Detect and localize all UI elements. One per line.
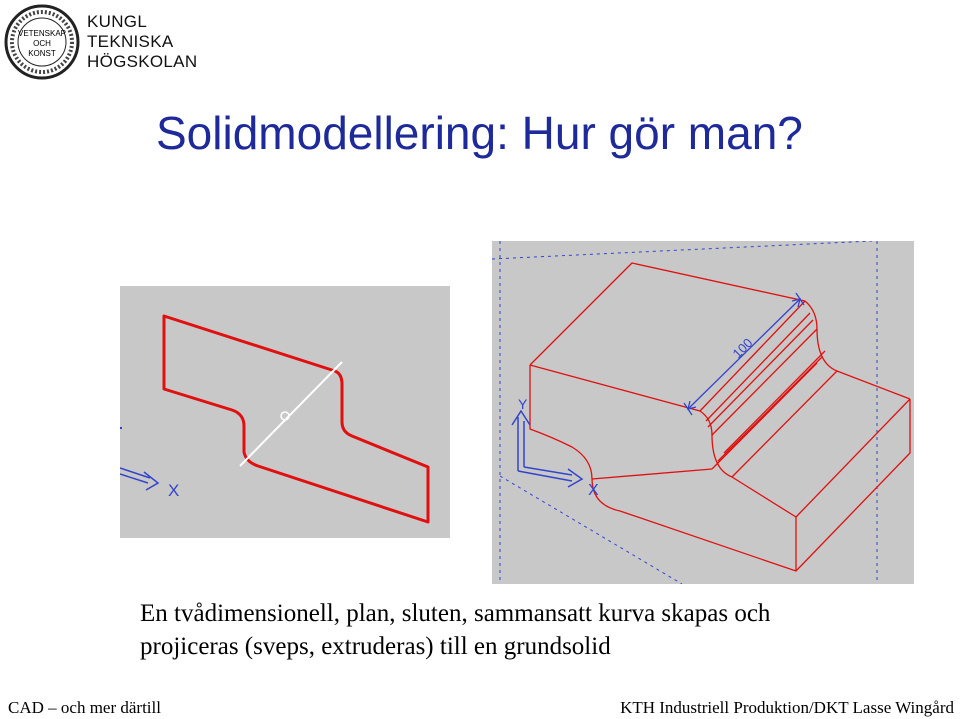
solid-body — [530, 263, 910, 571]
seal-text-2: OCH — [33, 39, 51, 48]
axis-label-x: X — [588, 482, 599, 499]
coordinate-axes-icon — [512, 411, 582, 487]
caption — [140, 597, 940, 663]
university-name-line-2: TEKNISKA — [87, 32, 174, 51]
caption-line-2: projiceras (sveps, extruderas) till en grundsolid — [140, 633, 611, 660]
slide-title: Solidmodellering: Hur gör man? — [156, 107, 803, 159]
university-name-line-3: HÖGSKOLAN — [87, 52, 198, 71]
figure-2d-profile — [120, 286, 450, 538]
university-name-line-1: KUNGL — [87, 12, 148, 31]
seal-icon — [4, 4, 80, 80]
axis-label-y: Y — [518, 396, 528, 412]
axis-label-x: X — [168, 481, 180, 500]
figure-3d-solid — [492, 241, 914, 584]
seal-text-3: KONST — [28, 49, 56, 58]
profile-curve — [164, 316, 428, 522]
footer-left: CAD – och mer därtill — [8, 698, 161, 717]
sweep-axis-line — [240, 362, 342, 466]
university-name — [87, 12, 197, 72]
kth-logo — [0, 0, 200, 80]
seal-text-1: VETENSKAP — [17, 29, 67, 38]
axis-arrow-icon — [120, 468, 158, 490]
dimension-label: 100 — [729, 335, 756, 362]
footer-right: KTH Industriell Produktion/DKT Lasse Wingård — [620, 698, 954, 717]
caption-line-1: En tvådimensionell, plan, sluten, sammansatt kurva skapas och — [140, 600, 771, 627]
